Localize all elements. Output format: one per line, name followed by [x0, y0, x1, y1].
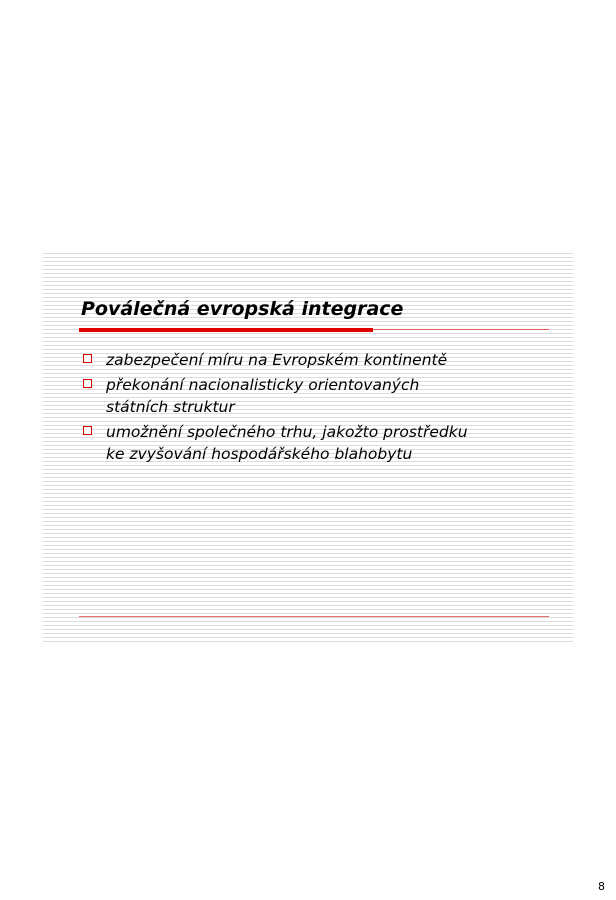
bullet-text: překonání nacionalisticky orientovaných státních struktur [106, 376, 420, 416]
page-number: 8 [598, 880, 605, 893]
bottom-divider [79, 616, 549, 617]
title-underline-thick [79, 328, 373, 332]
slide-title: Poválečná evropská integrace [81, 298, 404, 320]
slide [43, 253, 573, 645]
bullet-item [83, 421, 553, 465]
square-bullet-icon [83, 379, 92, 388]
bullet-text: zabezpečení míru na Evropském kontinentě [106, 351, 448, 369]
square-bullet-icon [83, 426, 92, 435]
bullet-text: umožnění společného trhu, jakožto prostředku ke zvyšování hospodářského blahobytu [106, 423, 468, 463]
bullet-item [83, 374, 553, 418]
bullet-item [83, 349, 553, 371]
square-bullet-icon [83, 354, 92, 363]
bullet-list [83, 349, 553, 468]
